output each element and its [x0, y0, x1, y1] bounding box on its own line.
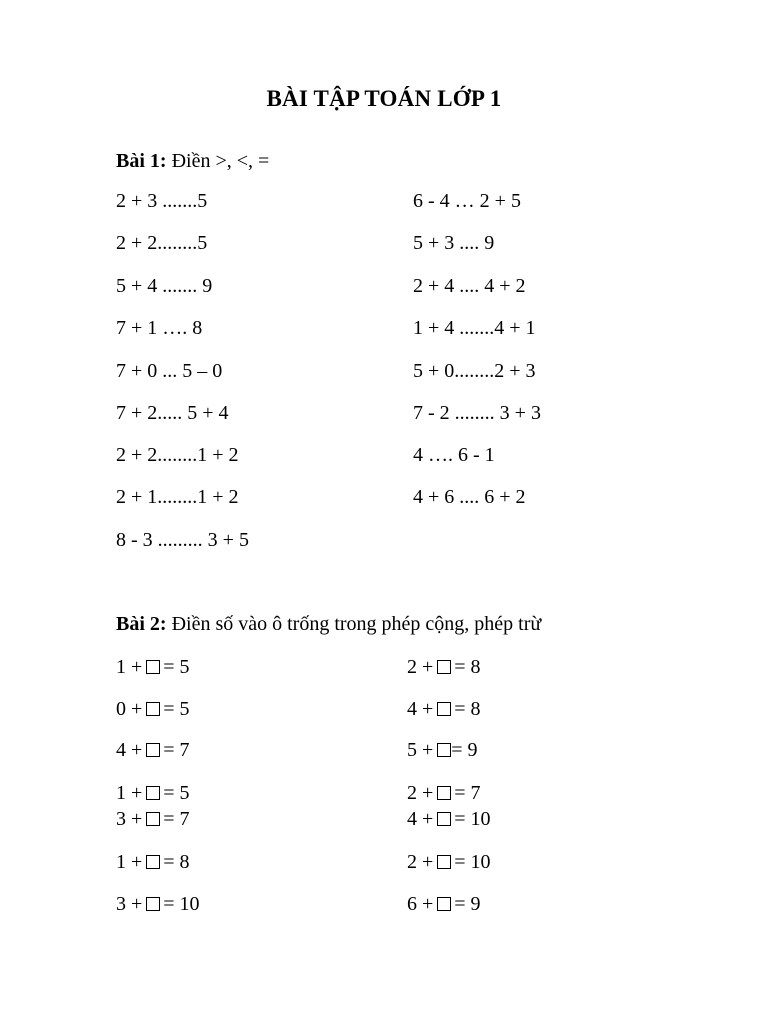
ex2-right-row-6 [407, 851, 491, 874]
ex1-left-row-5: 7 + 0 ... 5 – 0 [116, 360, 223, 382]
answer-box[interactable] [146, 702, 160, 716]
ex1-right-row-2: 5 + 3 .... 9 [413, 232, 495, 254]
ex2-operand: 2 + [407, 782, 434, 804]
ex2-left-row-4 [116, 782, 190, 805]
ex2-result: = 5 [163, 656, 190, 678]
ex2-right-row-2 [407, 698, 481, 721]
ex1-right-row-4: 1 + 4 .......4 + 1 [413, 317, 536, 339]
ex2-operand: 3 + [116, 893, 143, 915]
ex2-operand: 1 + [116, 851, 143, 873]
exercise-2-label: Bài 2: [116, 613, 167, 635]
answer-box[interactable] [437, 660, 451, 674]
ex2-result: = 8 [454, 656, 481, 678]
exercise-1-heading [116, 150, 269, 173]
answer-box[interactable] [437, 786, 451, 800]
exercise-2-heading [116, 613, 541, 636]
ex2-left-row-1 [116, 656, 190, 679]
ex1-right-row-7: 4 …. 6 - 1 [413, 444, 495, 466]
ex2-result: = 10 [454, 851, 491, 873]
ex2-operand: 2 + [407, 656, 434, 678]
ex2-result: = 7 [454, 782, 481, 804]
ex2-left-row-5 [116, 808, 190, 831]
ex2-left-row-7 [116, 893, 200, 916]
exercise-1-instruction: Điền >, <, = [166, 150, 270, 172]
ex1-right-row-3: 2 + 4 .... 4 + 2 [413, 275, 526, 297]
ex1-right-row-1: 6 - 4 … 2 + 5 [413, 190, 521, 212]
ex2-right-row-1 [407, 656, 481, 679]
ex2-result: = 5 [163, 782, 190, 804]
ex2-operand: 4 + [407, 698, 434, 720]
ex2-result: = 7 [163, 739, 190, 761]
ex1-left-row-8: 2 + 1........1 + 2 [116, 486, 239, 508]
exercise-2-instruction: Điền số vào ô trống trong phép cộng, phép trừ [166, 613, 542, 635]
ex2-right-row-3 [407, 739, 478, 762]
ex1-left-row-3: 5 + 4 ....... 9 [116, 275, 213, 297]
ex2-operand: 2 + [407, 851, 434, 873]
answer-box[interactable] [146, 786, 160, 800]
ex2-operand: 4 + [116, 739, 143, 761]
answer-box[interactable] [437, 897, 451, 911]
ex2-left-row-3 [116, 739, 190, 762]
ex1-left-row-6: 7 + 2..... 5 + 4 [116, 402, 229, 424]
answer-box[interactable] [437, 702, 451, 716]
ex2-result: = 9 [454, 893, 481, 915]
answer-box[interactable] [437, 855, 451, 869]
answer-box[interactable] [146, 660, 160, 674]
ex1-left-row-7: 2 + 2........1 + 2 [116, 444, 239, 466]
answer-box[interactable] [437, 812, 451, 826]
ex2-operand: 0 + [116, 698, 143, 720]
ex2-result: = 8 [163, 851, 190, 873]
ex2-operand: 4 + [407, 808, 434, 830]
ex2-operand: 1 + [116, 656, 143, 678]
exercise-1-label: Bài 1: [116, 150, 167, 172]
answer-box[interactable] [437, 743, 451, 757]
ex1-right-row-5: 5 + 0........2 + 3 [413, 360, 536, 382]
answer-box[interactable] [146, 812, 160, 826]
ex2-result: = 10 [163, 893, 200, 915]
ex1-left-row-4: 7 + 1 …. 8 [116, 317, 203, 339]
ex1-left-row-2: 2 + 2........5 [116, 232, 208, 254]
ex2-result: = 5 [163, 698, 190, 720]
ex2-operand: 1 + [116, 782, 143, 804]
page-title: BÀI TẬP TOÁN LỚP 1 [266, 86, 502, 111]
ex2-left-row-6 [116, 851, 190, 874]
ex2-result: = 9 [451, 739, 478, 761]
ex1-left-row-9: 8 - 3 ......... 3 + 5 [116, 529, 249, 551]
answer-box[interactable] [146, 897, 160, 911]
answer-box[interactable] [146, 855, 160, 869]
ex2-operand: 3 + [116, 808, 143, 830]
ex2-right-row-5 [407, 808, 491, 831]
ex2-result: = 7 [163, 808, 190, 830]
ex2-right-row-4 [407, 782, 481, 805]
ex1-left-row-1: 2 + 3 .......5 [116, 190, 208, 212]
ex2-result: = 8 [454, 698, 481, 720]
ex1-right-row-6: 7 - 2 ........ 3 + 3 [413, 402, 541, 424]
ex2-left-row-2 [116, 698, 190, 721]
ex2-operand: 6 + [407, 893, 434, 915]
ex1-right-row-8: 4 + 6 .... 6 + 2 [413, 486, 526, 508]
ex2-result: = 10 [454, 808, 491, 830]
ex2-operand: 5 + [407, 739, 434, 761]
ex2-right-row-7 [407, 893, 481, 916]
answer-box[interactable] [146, 743, 160, 757]
